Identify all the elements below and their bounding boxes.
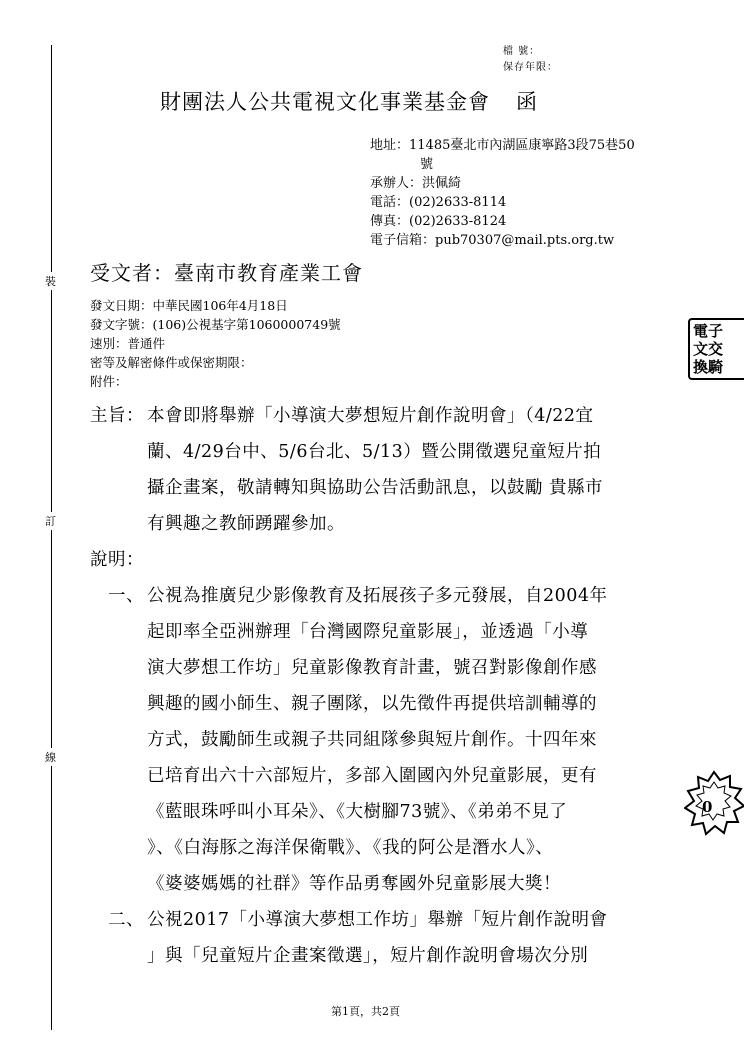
binding-mark-ding: 訂 — [45, 512, 56, 530]
subject-line: 本會即將舉辦「小導演大夢想短片創作說明會」（4/22宜 — [147, 406, 594, 426]
delivery-speed: 速別：普通件 — [90, 336, 166, 351]
electronic-exchange-stamp — [688, 318, 744, 380]
document-type: 函 — [516, 90, 538, 114]
item-line: 已培育出六十六部短片，多部入圍國內外兒童影展，更有 — [147, 766, 597, 786]
item-line: 」與「兒童短片企畫案徵選」，短片創作說明會場次分別 — [147, 946, 589, 966]
item-line: 《婆婆媽媽的社群》等作品勇奪國外兒童影展大獎！ — [147, 874, 561, 894]
item-line: 起即率全亞洲辦理「台灣國際兒童影展」，並透過「小導 — [147, 622, 589, 642]
subject-line: 蘭、4/29台中、5/6台北、5/13）暨公開徵選兒童短片拍 — [147, 442, 602, 462]
item-line: 興趣的國小師生、親子團隊，以先徵件再提供培訓輔導的 — [147, 694, 597, 714]
document-meta — [90, 296, 341, 391]
file-number-label: 檔 號： — [503, 46, 541, 57]
binding-line — [51, 45, 52, 1030]
seal-icon — [684, 770, 744, 836]
contact-block — [370, 136, 635, 250]
subject-line: 攝企畫案，敬請轉知與協助公告活動訊息，以鼓勵 貴縣市 — [147, 478, 604, 498]
attachments: 附件： — [90, 374, 128, 389]
address: 地址：11485臺北市內湖區康寧路3段75巷50 — [370, 138, 635, 153]
stamp-line: 文交 — [693, 340, 724, 358]
item-line: 演大夢想工作坊」兒童影像教育計畫，號召對影像創作感 — [147, 658, 597, 678]
subject-line: 有興趣之教師踴躍參加。 — [147, 514, 345, 534]
item-line: 》、《白海豚之海洋保衛戰》、《我的阿公是潛水人》、 — [147, 838, 554, 858]
item-line: 《藍眼珠呼叫小耳朵》、《大樹腳73號》、《弟弟不見了 — [147, 802, 568, 822]
email: 電子信箱：pub70307@mail.pts.org.tw — [370, 233, 615, 248]
handler: 承辦人：洪佩綺 — [370, 176, 462, 191]
seal-text: 0 — [702, 798, 713, 816]
item-number: 一、 — [108, 586, 144, 606]
stamp-line: 換騎 — [693, 358, 724, 376]
recipient: 受文者：臺南市教育產業工會 — [90, 261, 363, 285]
binding-mark-zhuang: 裝 — [45, 272, 56, 290]
explanation-label: 說明： — [90, 550, 144, 570]
page-number: 第1頁，共2頁 — [331, 1005, 400, 1018]
security-level: 密等及解密條件或保密期限： — [90, 355, 253, 370]
document-title — [160, 86, 538, 116]
item-number: 二、 — [108, 910, 144, 930]
document-number: 發文字號：(106)公視基字第1060000749號 — [90, 317, 341, 332]
stamp-line: 電子 — [693, 322, 724, 340]
issue-date: 發文日期：中華民國106年4月18日 — [90, 298, 288, 313]
retention-period-label: 保存年限： — [503, 62, 558, 73]
binding-mark-xian: 線 — [45, 748, 56, 766]
item-line: 方式，鼓勵師生或親子共同組隊參與短片創作。十四年來 — [147, 730, 597, 750]
subject-label: 主旨： — [90, 406, 144, 426]
item-line: 公視2017「小導演大夢想工作坊」舉辦「短片創作說明會 — [147, 910, 608, 930]
fax: 傳真：(02)2633-8124 — [370, 214, 507, 229]
item-line: 公視為推廣兒少影像教育及拓展孩子多元發展，自2004年 — [147, 586, 608, 606]
phone: 電話：(02)2633-8114 — [370, 195, 507, 210]
organization-name: 財團法人公共電視文化事業基金會 — [160, 90, 490, 114]
address-continued: 號 — [420, 157, 434, 172]
